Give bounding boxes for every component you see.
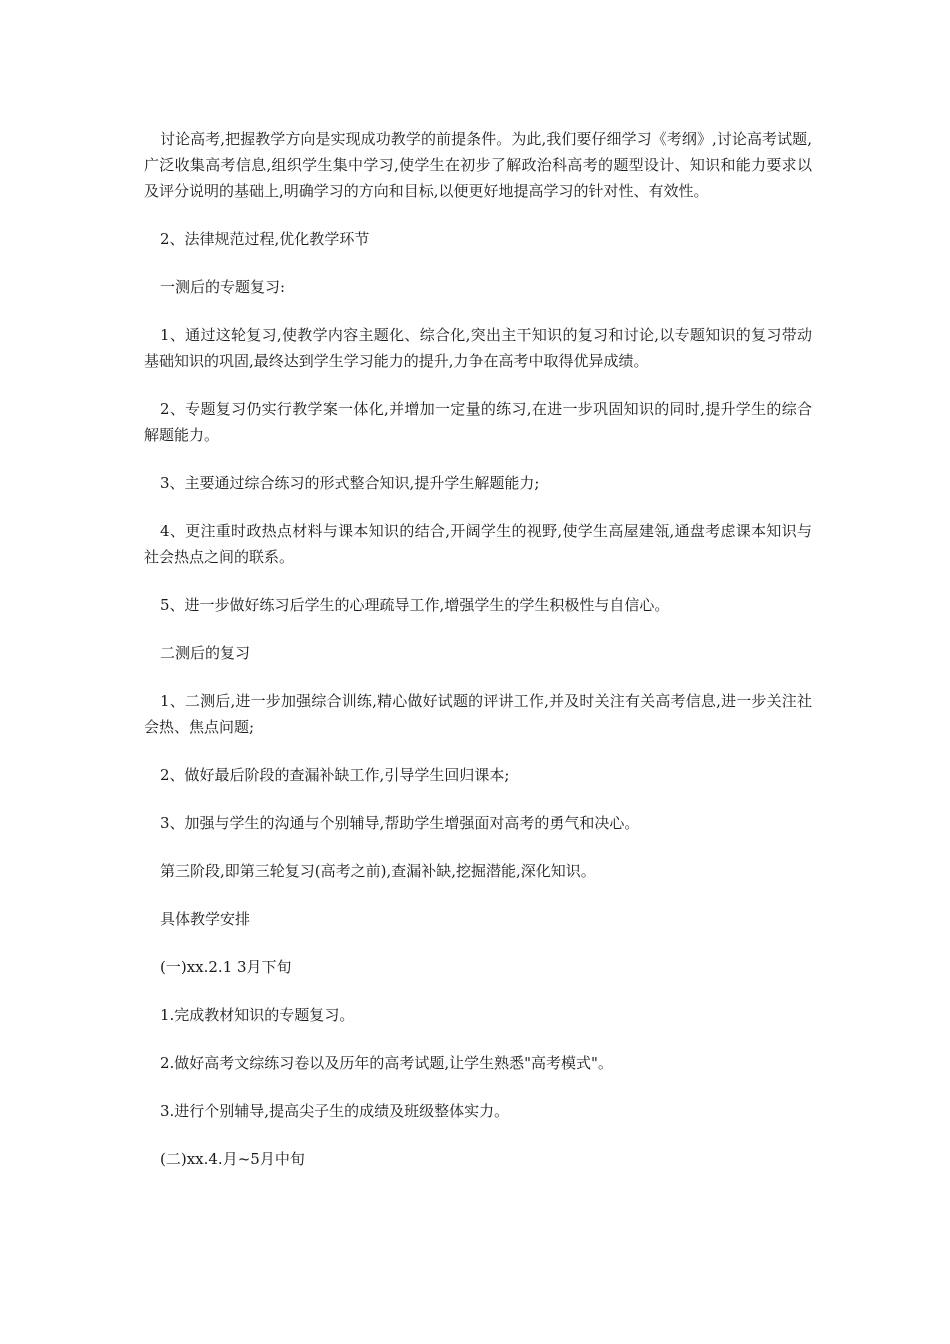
section-heading-law-process: 2、法律规范过程,优化教学环节 [160,230,370,248]
list-item: 1.完成教材知识的专题复习。 [160,1006,355,1024]
schedule-period-one: (一)xx.2.1 3月下旬 [160,958,292,976]
list-item: 4、更注重时政热点材料与课本知识的结合,开阔学生的视野,使学生高屋建瓴,通盘考虑课本知识与社会热点之间的联系。 [144,522,812,566]
list-item: 2.做好高考文综练习卷以及历年的高考试题,让学生熟悉"高考模式"。 [160,1054,613,1072]
list-item: 1、通过这轮复习,使教学内容主题化、综合化,突出主干知识的复习和讨论,以专题知识的复习带动基础知识的巩固,最终达到学生学习能力的提升,力争在高考中取得优异成绩。 [144,326,812,370]
document-page [144,126,812,1194]
subheading-second-test-review: 二测后的复习 [160,644,251,662]
subheading-first-test-review: 一测后的专题复习: [160,278,286,296]
list-item: 1、二测后,进一步加强综合训练,精心做好试题的评讲工作,并及时关注有关高考信息,进一步关注社会热、焦点问题; [144,692,812,736]
list-item: 2、做好最后阶段的查漏补缺工作,引导学生回归课本; [160,766,510,784]
third-stage-paragraph: 第三阶段,即第三轮复习(高考之前),查漏补缺,挖掘潜能,深化知识。 [160,862,596,880]
list-item: 3.进行个别辅导,提高尖子生的成绩及班级整体实力。 [160,1102,510,1120]
intro-paragraph: 讨论高考,把握教学方向是实现成功教学的前提条件。为此,我们要仔细学习《考纲》,讨论高考试题,广泛收集高考信息,组织学生集中学习,使学生在初步了解政治科高考的题型设计、知识和能力要求以及评分说明的基础上,明确学习的方向和目标,以便更好地提高学习的针对性、有效性。 [144,130,812,200]
list-item: 3、加强与学生的沟通与个别辅导,帮助学生增强面对高考的勇气和决心。 [160,814,640,832]
schedule-period-two: (二)xx.4.月~5月中旬 [160,1150,305,1168]
list-item: 2、专题复习仍实行教学案一体化,并增加一定量的练习,在进一步巩固知识的同时,提升学生的综合解题能力。 [144,400,812,444]
list-item: 5、进一步做好练习后学生的心理疏导工作,增强学生的学生积极性与自信心。 [160,596,670,614]
subheading-teaching-schedule: 具体教学安排 [160,910,251,928]
list-item: 3、主要通过综合练习的形式整合知识,提升学生解题能力; [160,474,540,492]
